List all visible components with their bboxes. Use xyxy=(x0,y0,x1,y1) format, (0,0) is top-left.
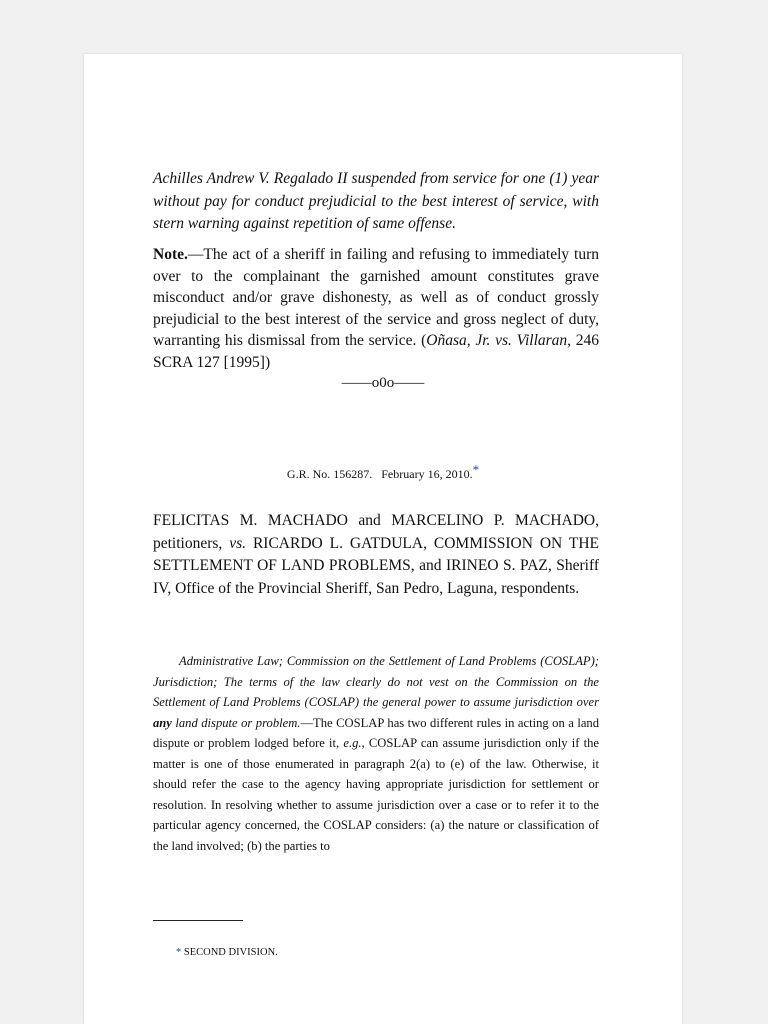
section-separator: ——o0o—— xyxy=(341,375,425,391)
syllabus-text-1: —The COSLAP has two different rules in acting on a land dispute or problem lodged before it, xyxy=(153,715,599,750)
case-header xyxy=(84,462,682,482)
footnote-mark: * xyxy=(176,947,182,958)
footnote-text: SECOND DIVISION. xyxy=(181,947,278,958)
headnote-part-2: land dispute or problem. xyxy=(171,715,301,730)
footnote-marker[interactable]: * xyxy=(472,462,480,477)
versus: vs. xyxy=(229,534,247,552)
note-text: —The act of a sheriff in failing and refusing to immediately turn over to the complainant the garnished amount constitutes grave misconduct and/or grave dishonesty, as well as of conduct grossly prejudicial to the best interest of the service and gross neglect of duty, warranting his dismissal from the service. ( xyxy=(153,246,599,349)
footnote xyxy=(176,947,278,958)
headnote-emphasis: any xyxy=(153,715,172,730)
petitioners: FELICITAS M. MACHADO and MARCELINO P. MACHADO, petitioners, xyxy=(153,512,599,552)
note-lead: Note. xyxy=(153,246,188,263)
syllabus-paragraph xyxy=(153,651,599,856)
disposition-paragraph xyxy=(153,168,599,236)
respondents: RICARDO L. GATDULA, COMMISSION ON THE SETTLEMENT OF LAND PROBLEMS, and IRINEO S. PAZ, Sheriff IV, Office of the Provincial Sheriff, San Pedro, Laguna, respondents. xyxy=(153,534,599,597)
parties-paragraph xyxy=(153,510,599,600)
note-citation: 246 SCRA 127 [1995]) xyxy=(153,332,600,371)
disposition-text: Achilles Andrew V. Regalado II suspended from service for one (1) year without pay for conduct prejudicial to the best interest of service, with stern warning against repetition of same offense. xyxy=(153,170,599,232)
syllabus-text-2: , COSLAP can assume jurisdiction only if the matter is one of those enumerated in paragraph 2(a) to (e) of the law. Otherwise, it should refer the case to the agency having appropriate jurisdiction for settlement or resolution. In resolving whether to assume jurisdiction over a case or to refer it to the particular agency concerned, the COSLAP considers: (a) the nature or classification of the land involved; (b) the parties to xyxy=(153,736,599,853)
document-page xyxy=(84,54,682,1024)
syllabus-eg: e.g. xyxy=(343,736,362,750)
footnote-rule xyxy=(153,920,243,921)
gr-number: G.R. No. 156287. xyxy=(286,467,373,481)
decision-date: February 16, 2010. xyxy=(381,467,473,481)
note-paragraph xyxy=(153,244,599,373)
headnote-part-1: Administrative Law; Commission on the Settlement of Land Problems (COSLAP); Jurisdiction; The terms of the law clearly do not vest on the Commission on the Settlement of Land Problems (COSLAP) the general power to assume jurisdiction over xyxy=(153,654,599,709)
note-case-name: Oñasa, Jr. vs. Villaran, xyxy=(426,332,572,349)
